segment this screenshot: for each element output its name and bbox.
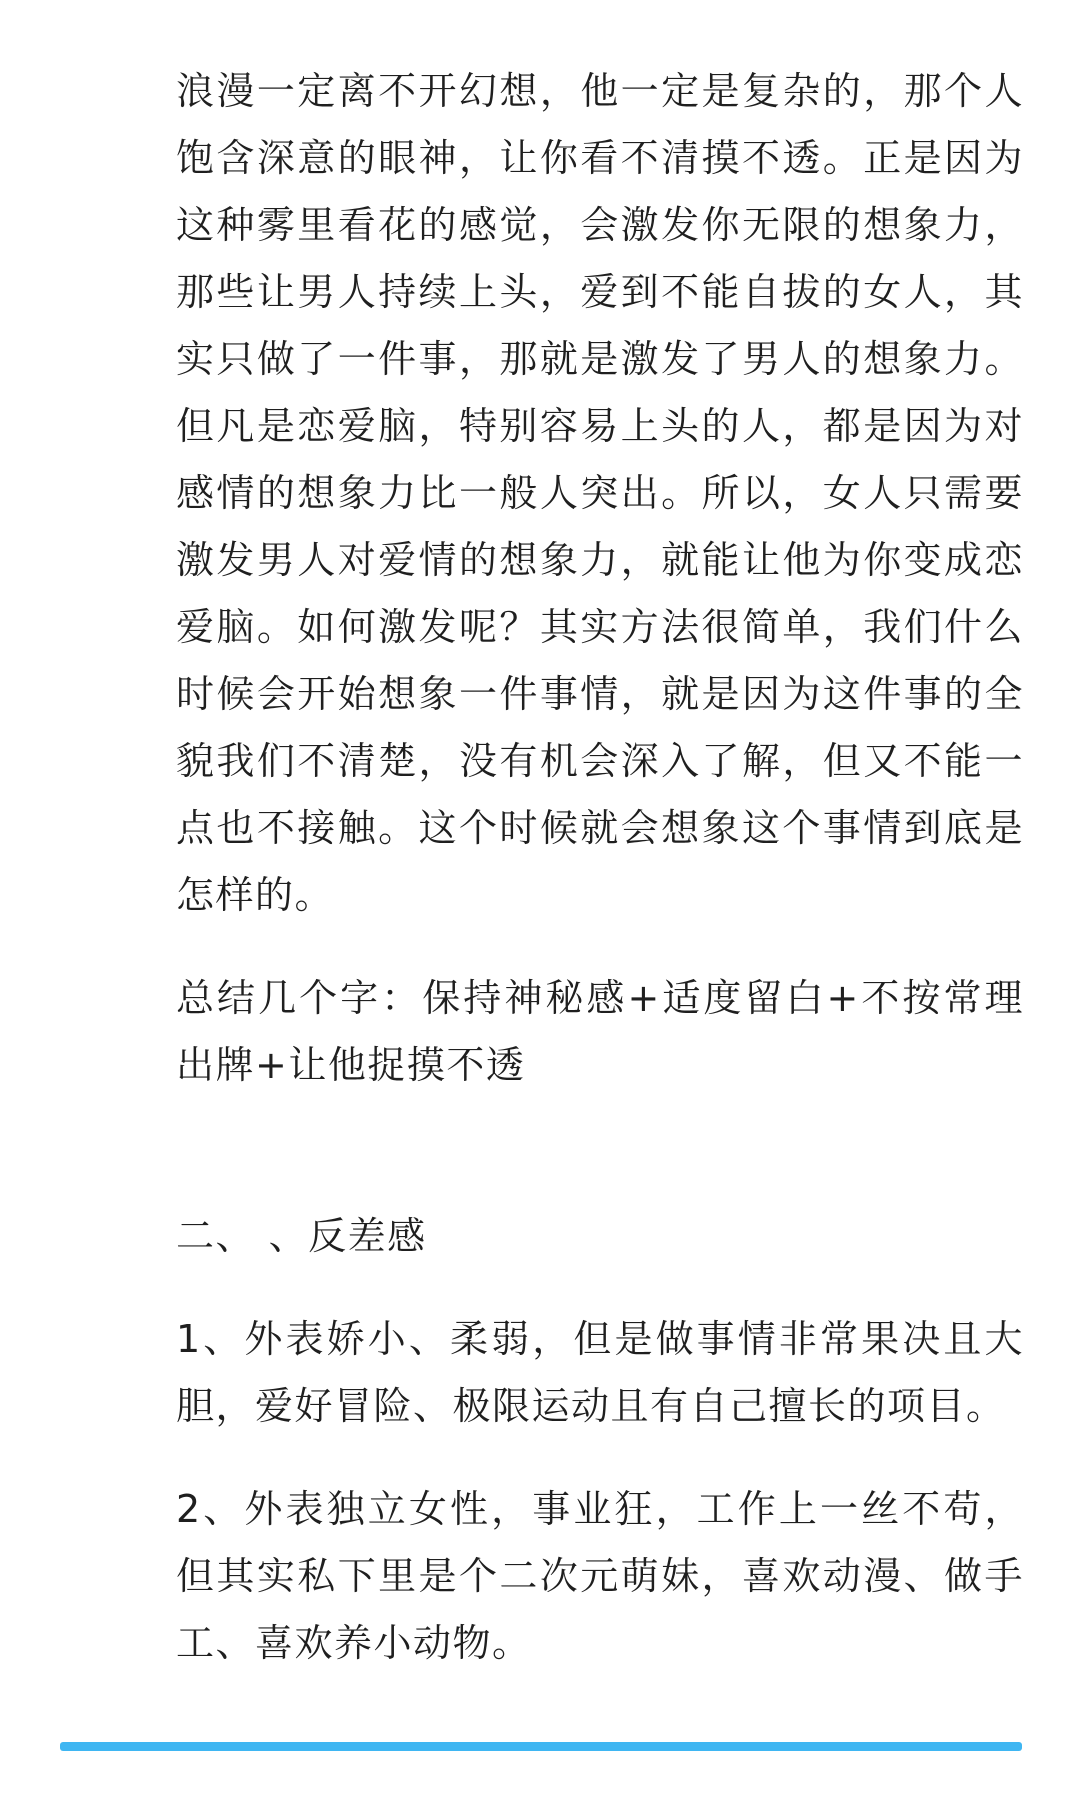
paragraph-summary: 总结几个字：保持神秘感+适度留白+不按常理出牌+让他捉摸不透 [176,976,1024,1087]
section-heading-contrast: 二、 、反差感 [176,1214,427,1258]
list-item-1: 1、外表娇小、柔弱，但是做事情非常果决且大胆，爱好冒险、极限运动且有自己擅长的项目。 [176,1317,1024,1428]
bottom-divider [60,1742,1022,1751]
list-item-2: 2、外表独立女性，事业狂，工作上一丝不苟，但其实私下里是个二次元萌妹，喜欢动漫、做手工、喜欢养小动物。 [176,1487,1024,1665]
paragraph-romance-imagination: 浪漫一定离不开幻想，他一定是复杂的，那个人饱含深意的眼神，让你看不清摸不透。正是因为这种雾里看花的感觉，会激发你无限的想象力，那些让男人持续上头，爱到不能自拔的女人，其实只做了一件事，那就是激发了男人的想象力。但凡是恋爱脑，特别容易上头的人，都是因为对感情的想象力比一般人突出。所以，女人只需要激发男人对爱情的想象力，就能让他为你变成恋爱脑。如何激发呢？其实方法很简单，我们什么时候会开始想象一件事情，就是因为这件事的全貌我们不清楚，没有机会深入了解，但又不能一点也不接触。这个时候就会想象这个事情到底是怎样的。 [176,69,1024,917]
article-body [176,58,1024,1677]
